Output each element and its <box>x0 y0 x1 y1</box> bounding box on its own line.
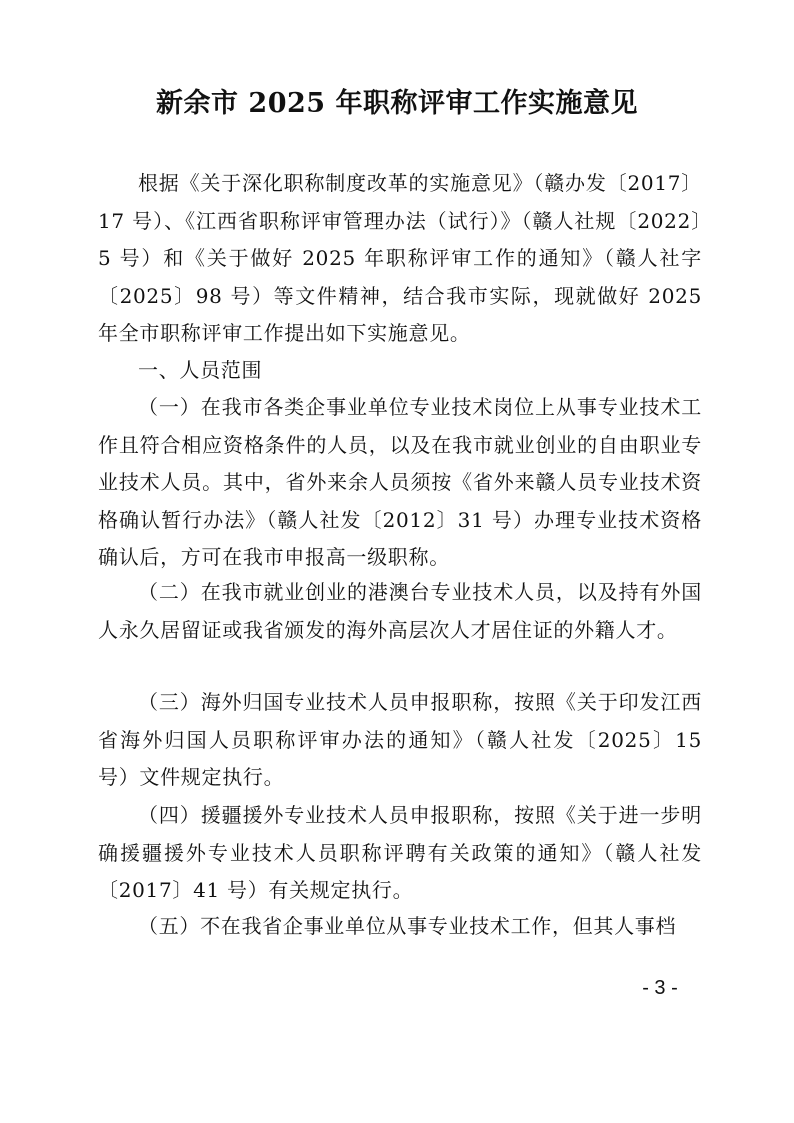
list-item-1: （一）在我市各类企事业单位专业技术岗位上从事专业技术工作且符合相应资格条件的人员，以及在我市就业创业的自由职业专业技术人员。其中，省外来余人员须按《省外来赣人员专业技术资格确认暂行办法》（赣人社发〔2012〕31 号）办理专业技术资格确认后，方可在我市申报高一级职称。 <box>98 395 702 569</box>
page-title: 新余市 2025 年职称评审工作实施意见 <box>156 88 638 119</box>
list-item-4: （四）援疆援外专业技术人员申报职称，按照《关于进一步明确援疆援外专业技术人员职称评聘有关政策的通知》（赣人社发〔2017〕41 号）有关规定执行。 <box>98 803 702 902</box>
intro-paragraph: 根据《关于深化职称制度改革的实施意见》（赣办发〔2017〕17 号）、《江西省职称评审管理办法（试行）》（赣人社规〔2022〕5 号）和《关于做好 2025 年职称评审工作的通知》（赣人社字〔2025〕98 号）等文件精神，结合我市实际，现就做好 2025 年全市职称评审工作提出如下实施意见。 <box>98 171 702 345</box>
section-heading-personnel-scope: 一、人员范围 <box>138 358 263 382</box>
list-item-2: （二）在我市就业创业的港澳台专业技术人员，以及持有外国人永久居留证或我省颁发的海外高层次人才居住证的外籍人才。 <box>98 580 702 642</box>
page-number: - 3 - <box>642 977 678 999</box>
list-item-3: （三）海外归国专业技术人员申报职称，按照《关于印发江西省海外归国人员职称评审办法的通知》（赣人社发〔2025〕15 号）文件规定执行。 <box>98 690 702 789</box>
list-item-5: （五）不在我省企事业单位从事专业技术工作，但其人事档 <box>138 914 677 938</box>
